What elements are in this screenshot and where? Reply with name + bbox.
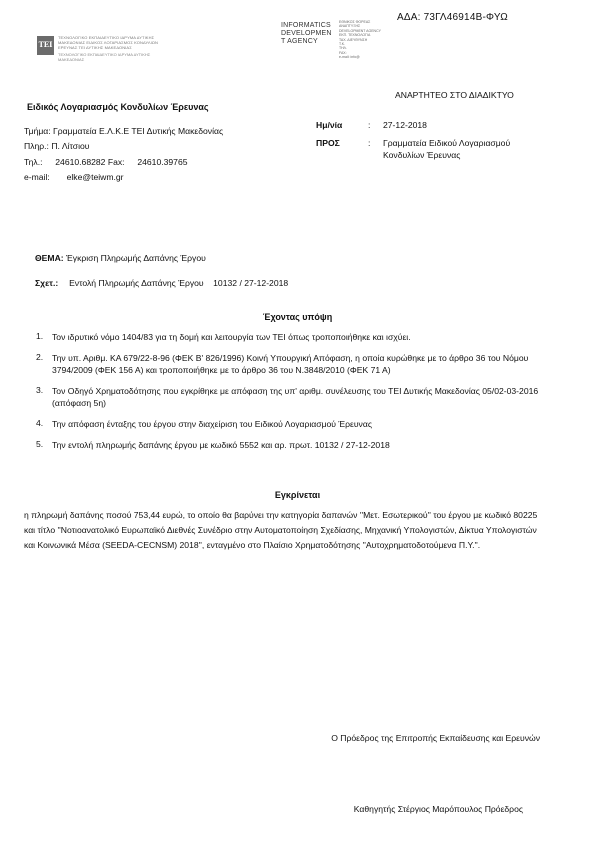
institution-logo	[37, 36, 54, 55]
fax-label: Fax:	[107, 157, 125, 167]
ida-line: INFORMATICS	[281, 22, 331, 29]
approval-text: η πληρωμή δαπάνης ποσού 753,44 ευρώ, το οποίο θα βαρύνει την κατηγορία δαπανών ''Μετ. Εσωτερικού'' του έργου με κωδικό 80225 και τίτλο ''Νοτιοανατολικό Ευρωπαϊκό Διεθνές Συνέδριο στην Αυτοματοποίηση Σχεδίασης, Μηχανική Υπολογιστών, Δίκτυα Υπολογιστών και Κοινωνικά Μέσα (SEEDA-CECNSM) 2018'', ενταγμένο στο Πλαίσιο Χρηματοδότησης ''Αυτοχρηματοδοτούμενα Π.Υ.''.	[24, 510, 538, 550]
ida-side-text	[339, 20, 381, 60]
ida-side-line: ΤΗΛ.	[339, 46, 347, 51]
email-address: elke@teiwm.gr	[66, 172, 124, 182]
reference-row	[35, 278, 288, 289]
logo-caption-secondary	[58, 52, 150, 62]
logo-caption-line: ΤΕΧΝΟΛΟΓΙΚΟ ΕΚΠΑΙΔΕΥΤΙΚΟ ΙΔΡΥΜΑ ΔΥΤΙΚΗΣ	[58, 35, 155, 40]
list-item-text: Την υπ. Αριθμ. ΚΑ 679/22-8-96 (ΦΕΚ Β' 826/1996) Κοινή Υπουργική Απόφαση, η οποία κυρώθηκε με το άρθρο 36 του Νόμου 3794/2009 (ΦΕΚ 156 Α) και τροποποιήθηκε με το άρθρο 36 του Ν.3848/2010 (ΦΕΚ 71 Α)	[52, 352, 529, 376]
sender-email-row	[24, 172, 124, 183]
logo-caption-line: ΕΡΕΥΝΑΣ ΤΕΙ ΔΥΤΙΚΗΣ ΜΑΚΕΔΟΝΙΑΣ	[58, 45, 132, 50]
reference-label: Σχετ.:	[35, 278, 59, 288]
list-item-number: 4.	[36, 417, 44, 428]
approval-title: Εγκρίνεται	[274, 490, 321, 500]
subject-row	[35, 253, 206, 264]
ida-side-line: ΕΘΝΙΚΟΣ ΦΟΡΕΑΣ	[339, 20, 371, 24]
list-item	[36, 352, 546, 377]
sender-organization: Ειδικός Λογαριασμός Κονδυλίων Έρευνας	[27, 102, 209, 112]
sender-department: Τμήμα: Γραμματεία Ε.Λ.Κ.Ε ΤΕΙ Δυτικής Μακεδονίας	[24, 126, 224, 136]
ida-side-line: ΕΚΠ. ΤΕΧΝΟΛΟΓΙΑ	[339, 33, 371, 38]
logo-caption	[58, 35, 158, 50]
list-item-number: 2.	[36, 351, 44, 362]
list-item-text: Την απόφαση ένταξης του έργου στην διαχείριση του Ειδικού Λογαριασμού Έρευνας	[52, 418, 372, 429]
list-item-number: 5.	[36, 438, 44, 449]
ida-side-line: ΑΝΑΠΤΥΞΗΣ	[339, 24, 361, 29]
ida-line: DEVELOPMEN	[281, 30, 332, 37]
considering-list	[36, 331, 546, 459]
phone-number: 24610.68282	[55, 157, 106, 167]
date-label: Ημ/νία	[316, 120, 343, 130]
sender-phone-row	[24, 157, 188, 168]
fax-number: 24610.39765	[137, 157, 188, 167]
sender-contact: Πληρ.: Π. Λίτσιου	[24, 141, 90, 151]
signatory-role: Ο Πρόεδρος της Επιτροπής Εκπαίδευσης και Ερευνών	[331, 733, 540, 743]
list-item-text: Τον Οδηγό Χρηματοδότησης που εγκρίθηκε με απόφαση της υπ' αριθμ. συνέλευσης του ΤΕΙ Δυτικής Μακεδονίας 05/02-03-2016 (απόφαση 5η)	[52, 385, 539, 409]
ida-side-line: Τ.Κ.	[339, 42, 346, 47]
list-item	[36, 439, 546, 452]
list-item-number: 3.	[36, 384, 44, 395]
list-item-text: Την εντολή πληρωμής δαπάνης έργου με κωδικό 5552 και αρ. πρωτ. 10132 / 27-12-2018	[52, 439, 390, 450]
recipient-label: ΠΡΟΣ	[316, 138, 340, 148]
ida-logo-text	[281, 22, 332, 46]
list-item	[36, 331, 546, 344]
ada-code: ΑΔΑ: 73ΓΛ46914Β-ΦΥΩ	[397, 12, 508, 23]
logo-caption-line: ΜΑΚΕΔΟΝΙΑΣ	[58, 57, 85, 62]
list-item-text: Τον ιδρυτικό νόμο 1404/83 για τη δομή και λειτουργία των ΤΕΙ όπως τροποποιήθηκε και ισχύει.	[52, 332, 411, 342]
logo-caption-line: ΜΑΚΕΔΟΝΙΑΣ ΕΙΔΙΚΟΣ ΛΟΓΑΡΙΑΣΜΟΣ ΚΟΝΔΥΛΙΩΝ	[58, 40, 158, 45]
posted-online-note: ΑΝΑΡΤΗΤΕΟ ΣΤΟ ΔΙΑΔΙΚΤΥΟ	[395, 90, 514, 100]
ida-side-line: FAX:	[339, 50, 347, 55]
recipient-colon: :	[368, 138, 371, 148]
ida-line: T AGENCY	[281, 38, 318, 45]
email-label: e-mail:	[24, 172, 50, 182]
considering-title: Έχοντας υπόψη	[262, 312, 333, 322]
recipient-line-1: Γραμματεία Ειδικού Λογαριασμού	[383, 138, 511, 148]
ida-side-line: ΤΑΧ. ΔΙΕΥΘΥΝΣΗ	[339, 37, 368, 42]
list-item	[36, 385, 546, 410]
date-colon: :	[368, 120, 371, 130]
ida-side-line: DEVELOPMENT AGENCY	[339, 28, 381, 33]
recipient-line-2: Κονδυλίων Έρευνας	[383, 150, 461, 160]
document-date: 27-12-2018	[383, 120, 427, 130]
logo-mark: ΤΕΙ	[38, 40, 53, 50]
subject-text: Έγκριση Πληρωμής Δαπάνης Έργου	[66, 253, 206, 263]
phone-label: Τηλ.:	[24, 157, 43, 167]
signatory-name: Καθηγητής Στέργιος Μαρόπουλος Πρόεδρος	[353, 804, 523, 814]
ida-side-line: e-mail: info@	[339, 55, 360, 60]
list-item-number: 1.	[36, 331, 44, 341]
reference-text: Εντολή Πληρωμής Δαπάνης Έργου 10132 / 27-12-2018	[69, 278, 289, 288]
subject-label: ΘΕΜΑ:	[35, 253, 64, 263]
logo-caption-line: ΤΕΧΝΟΛΟΓΙΚΟ ΕΚΠΑΙΔΕΥΤΙΚΟ ΙΔΡΥΜΑ ΔΥΤΙΚΗΣ	[58, 52, 151, 57]
list-item	[36, 418, 546, 431]
